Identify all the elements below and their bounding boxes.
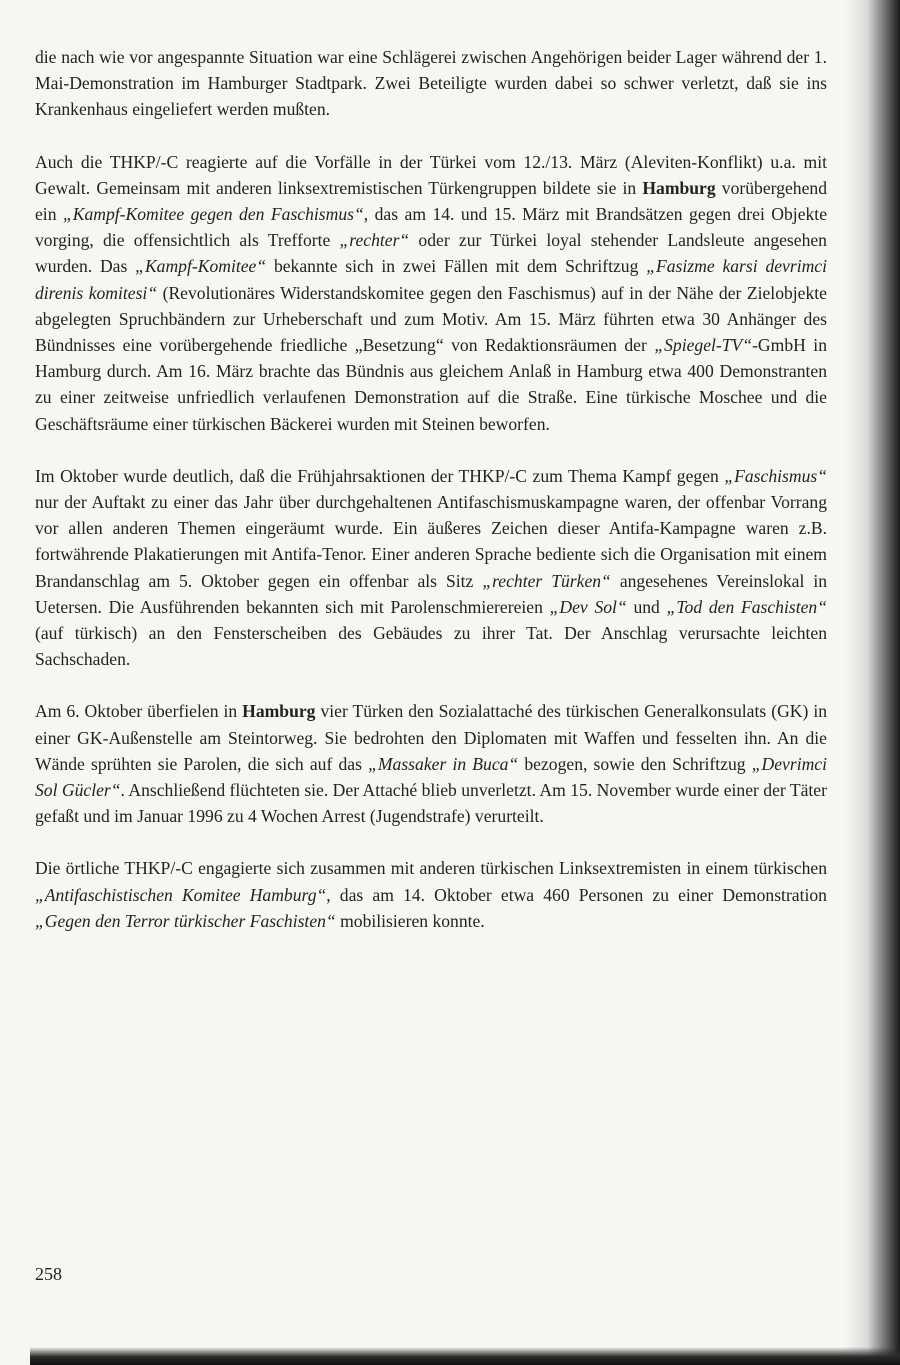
italic-text: „Antifaschistischen Komitee Hamburg“ <box>35 884 327 905</box>
italic-text: „Spiegel-TV“ <box>654 335 753 356</box>
body-text <box>35 44 827 960</box>
text-run: . Anschließend flüchteten sie. Der Attaché blieb unverletzt. Am 15. November wurde einer der Täter gefaßt und im Januar 1996 zu 4 Wochen Arrest (Jugendstrafe) verurteilt. <box>35 780 827 827</box>
italic-text: „Faschismus“ <box>724 465 827 486</box>
text-run: -GmbH in Hamburg durch. Am 16. März brachte das Bündnis aus gleichem Anlaß in Hamburg etwa 400 Demonstranten zu einer zeitweise unfriedlich verlaufenen Demonstration auf die Straße. Eine türkische Moschee und die Geschäftsräume einer türkischen Bäckerei wurden mit Steinen beworfen. <box>35 335 827 434</box>
italic-text: „rechter Türken“ <box>482 570 611 591</box>
text-run: bekannte sich in zwei Fällen mit dem Schriftzug <box>266 256 647 277</box>
text-run: und <box>626 596 667 617</box>
text-run: mobilisieren konnte. <box>335 910 485 931</box>
italic-text: „Dev Sol“ <box>549 596 627 617</box>
text-run: Auch die THKP/-C reagierte auf die Vorfälle in der Türkei vom 12./13. März (Aleviten-Konflikt) u.a. mit Gewalt. Gemeinsam mit anderen linksextremistischen Türkengruppen bildete sie in <box>35 151 827 198</box>
paragraph <box>35 44 827 123</box>
text-run: vorübergehend ein <box>35 177 827 225</box>
text-run: nur der Auftakt zu einer das Jahr über durchgehaltenen Antifaschismuskampagne waren, der offenbar Vorrang vor allen anderen Themen eingeräumt wurde. Ein äußeres Zeichen dieser Antifa-Kampagne waren z.B. fortwährende Plakatierungen mit Antifa-Tenor. Einer anderen Sprache bediente sich die Organisation mit einem Brandanschlag am 5. Oktober gegen ein offenbar als Sitz <box>35 492 827 591</box>
italic-text: „Kampf-Komitee gegen den Faschismus“ <box>62 204 364 225</box>
text-run: oder zur Türkei loyal stehender Landsleute angesehen wurden. Das <box>35 230 827 277</box>
text-run: Im Oktober wurde deutlich, daß die Frühjahrsaktionen der THKP/-C zum Thema Kampf gegen <box>35 465 725 486</box>
paragraph <box>35 149 827 437</box>
text-run: angesehenes Vereinslokal in Uetersen. Die Ausführenden bekannten sich mit Parolenschmierereien <box>35 570 828 617</box>
page-bottom-edge <box>30 1347 900 1365</box>
italic-text: „Tod den Faschisten“ <box>666 596 827 617</box>
paragraph <box>35 698 827 829</box>
paragraph <box>35 855 827 934</box>
text-run: Die örtliche THKP/-C engagierte sich zusammen mit anderen türkischen Linksextremisten in einem türkischen <box>35 858 827 879</box>
text-run: , das am 14. Oktober etwa 460 Personen zu einer Demonstration <box>326 884 827 905</box>
text-run: Am 6. Oktober überfielen in <box>35 701 243 722</box>
book-spine-shadow <box>845 0 900 1365</box>
paragraph <box>35 463 827 673</box>
text-run: (Revolutionäres Widerstandskomitee gegen den Faschismus) auf in der Nähe der Zielobjekte abgelegten Spruchbändern zur Urheberschaft und zum Motiv. Am 15. März führten etwa 30 Anhänger des Bündnisses eine vorübergehende friedliche „Besetzung“ von Redaktionsräumen der <box>35 282 827 356</box>
text-run: , das am 14. und 15. März mit Brandsätzen gegen drei Objekte vorging, die offensichtlich als Trefforte <box>35 204 828 251</box>
italic-text: „Kampf-Komitee“ <box>135 256 267 277</box>
page-number: 258 <box>35 1264 62 1284</box>
italic-text: „Fasizme karsi devrimci direnis komitesi“ <box>35 256 827 303</box>
italic-text: „rechter“ <box>339 230 410 251</box>
text-run: die nach wie vor angespannte Situation war eine Schlägerei zwischen Angehörigen beider Lager während der 1. Mai-Demonstration im Hamburger Stadtpark. Zwei Beteiligte wurden dabei so schwer verletzt, daß sie ins Krankenhaus eingeliefert werden mußten. <box>35 47 827 120</box>
text-run: vier Türken den Sozialattaché des türkischen Generalkonsulats (GK) in einer GK-Außenstelle am Steintorweg. Sie bedrohten den Diplomaten mit Waffen und fesselten ihn. An die Wände sprühten sie Parolen, die sich auf das <box>35 701 828 774</box>
text-run: bezogen, sowie den Schriftzug <box>518 753 752 774</box>
bold-text: Hamburg <box>242 701 316 722</box>
italic-text: „Gegen den Terror türkischer Faschisten“ <box>35 910 336 931</box>
bold-text: Hamburg <box>642 177 716 198</box>
text-run: (auf türkisch) an den Fensterscheiben des Gebäudes zu ihrer Tat. Der Anschlag verursachte leichten Sachschaden. <box>35 623 827 670</box>
italic-text: „Massaker in Buca“ <box>368 753 519 774</box>
italic-text: „Devrimci Sol Gücler“ <box>35 753 827 801</box>
